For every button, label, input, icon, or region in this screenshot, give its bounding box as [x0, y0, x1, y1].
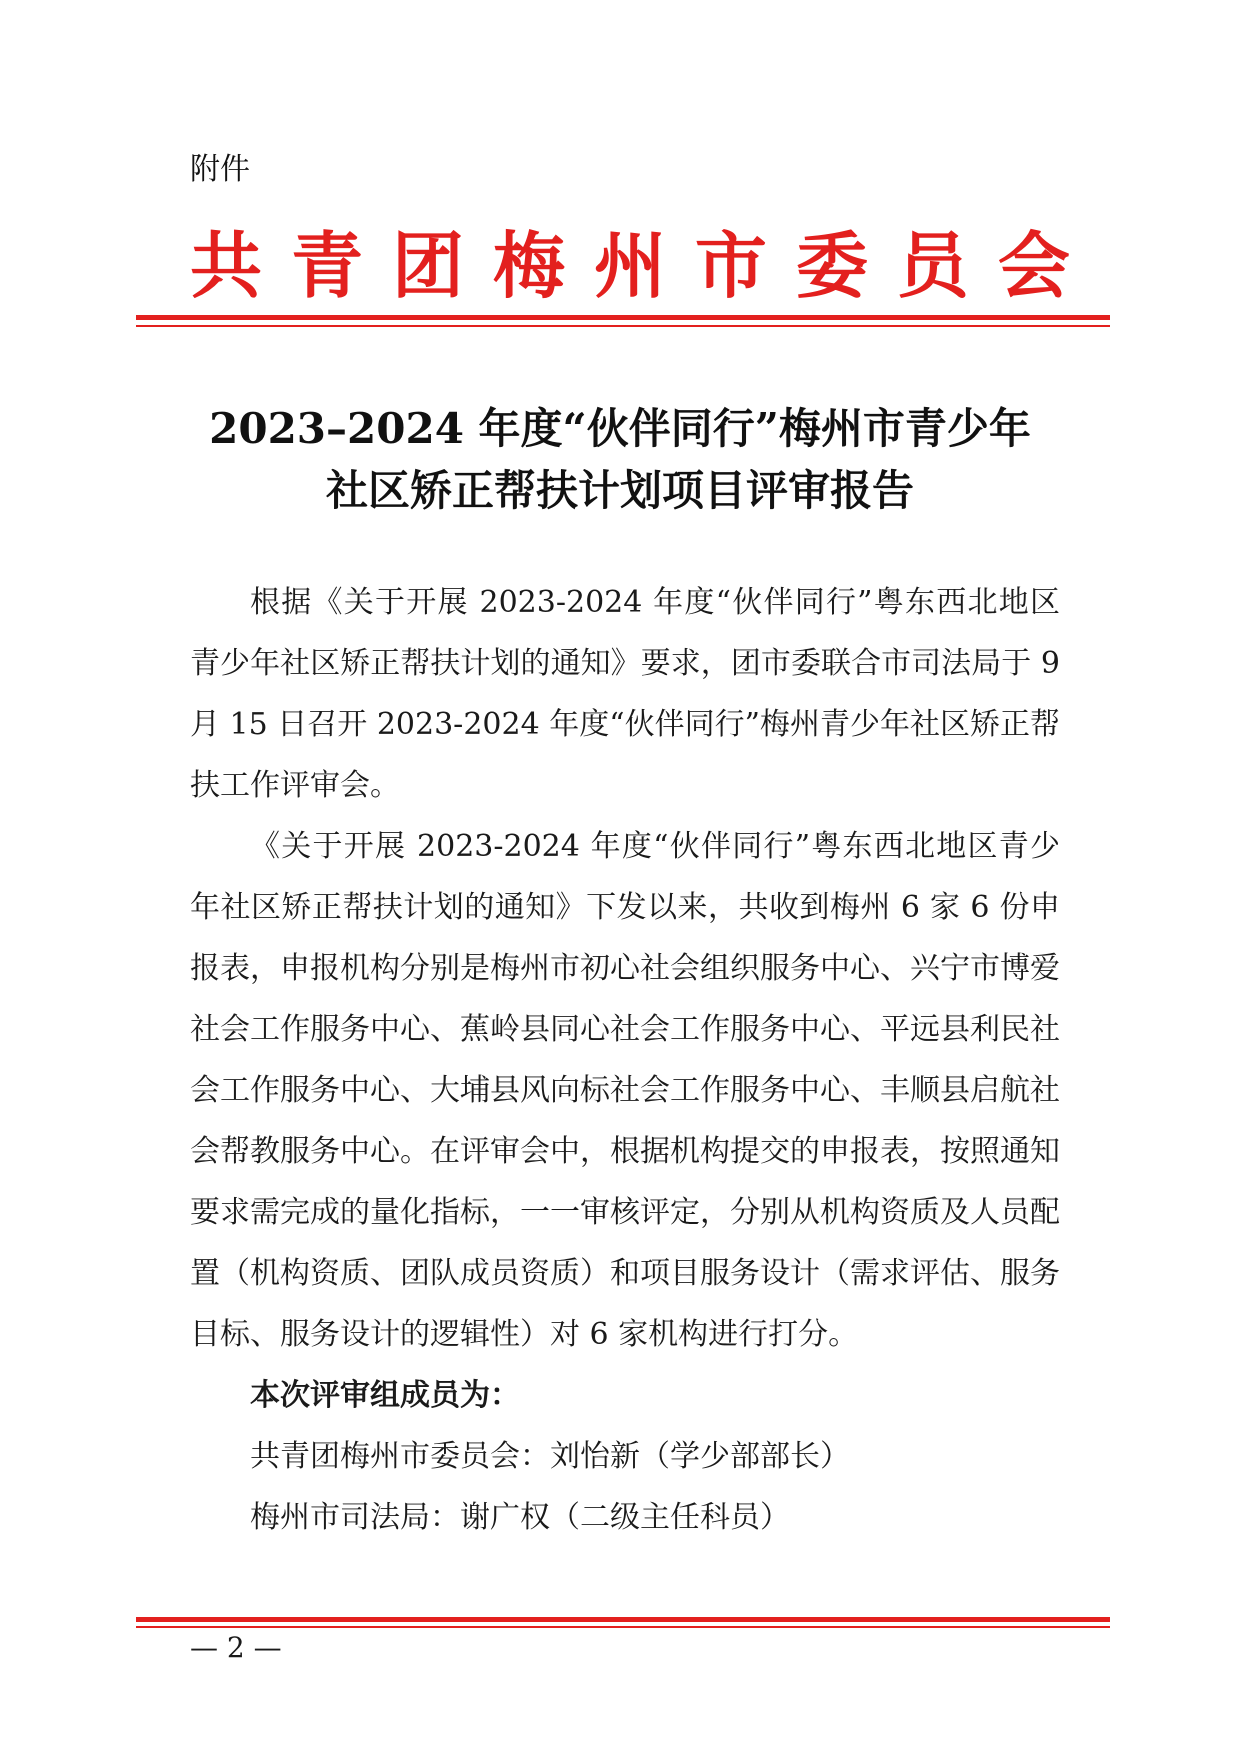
header-divider-thin — [136, 325, 1110, 327]
paragraph-1: 根据《关于开展 2023-2024 年度“伙伴同行”粤东西北地区青少年社区矫正帮扶计划的通知》要求，团市委联合市司法局于 9 月 15 日召开 2023-2024 年度“伙伴同行”梅州青少年社区矫正帮扶工作评审会。 — [190, 585, 1060, 803]
attachment-label: 附件 — [190, 152, 250, 187]
masthead-char: 员 — [896, 223, 969, 308]
member-line-2: 梅州市司法局：谢广权（二级主任科员） — [250, 1500, 790, 1535]
document-title-line-2: 社区矫正帮扶计划项目评审报告 — [325, 466, 914, 515]
masthead-char: 委 — [795, 223, 868, 308]
masthead-char: 会 — [997, 223, 1070, 308]
document-title-line-1: 2023–2024 年度“伙伴同行”梅州市青少年 — [209, 404, 1031, 453]
masthead-char: 青 — [290, 223, 363, 308]
header-divider-thick — [136, 315, 1110, 320]
page-number: — 2 — — [190, 1631, 282, 1664]
paragraph-2: 《关于开展 2023-2024 年度“伙伴同行”粤东西北地区青少年社区矫正帮扶计划的通知》下发以来，共收到梅州 6 家 6 份申报表，申报机构分别是梅州市初心社会组织服务中心、兴宁市博爱社会工作服务中心、蕉岭县同心社会工作服务中心、平远县利民社会工作服务中心、大埔县风向标社会工作服务中心、丰顺县启航社会帮教服务中心。在评审会中，根据机构提交的申报表，按照通知要求需完成的量化指标，一一审核评定，分别从机构资质及人员配置（机构资质、团队成员资质）和项目服务设计（需求评估、服务目标、服务设计的逻辑性）对 6 家机构进行打分。 — [190, 829, 1060, 1352]
document-body — [190, 572, 1060, 1548]
document-title — [150, 398, 1090, 522]
masthead-char: 市 — [694, 223, 767, 308]
organization-masthead — [190, 210, 1070, 310]
masthead-char: 梅 — [492, 223, 565, 308]
masthead-char: 共 — [190, 223, 263, 308]
masthead-char: 州 — [593, 223, 666, 308]
footer-divider-thick — [136, 1617, 1110, 1622]
footer-divider-thin — [136, 1626, 1110, 1628]
members-heading: 本次评审组成员为： — [250, 1378, 520, 1413]
masthead-char: 团 — [391, 223, 464, 308]
member-line-1: 共青团梅州市委员会：刘怡新（学少部部长） — [250, 1439, 850, 1474]
